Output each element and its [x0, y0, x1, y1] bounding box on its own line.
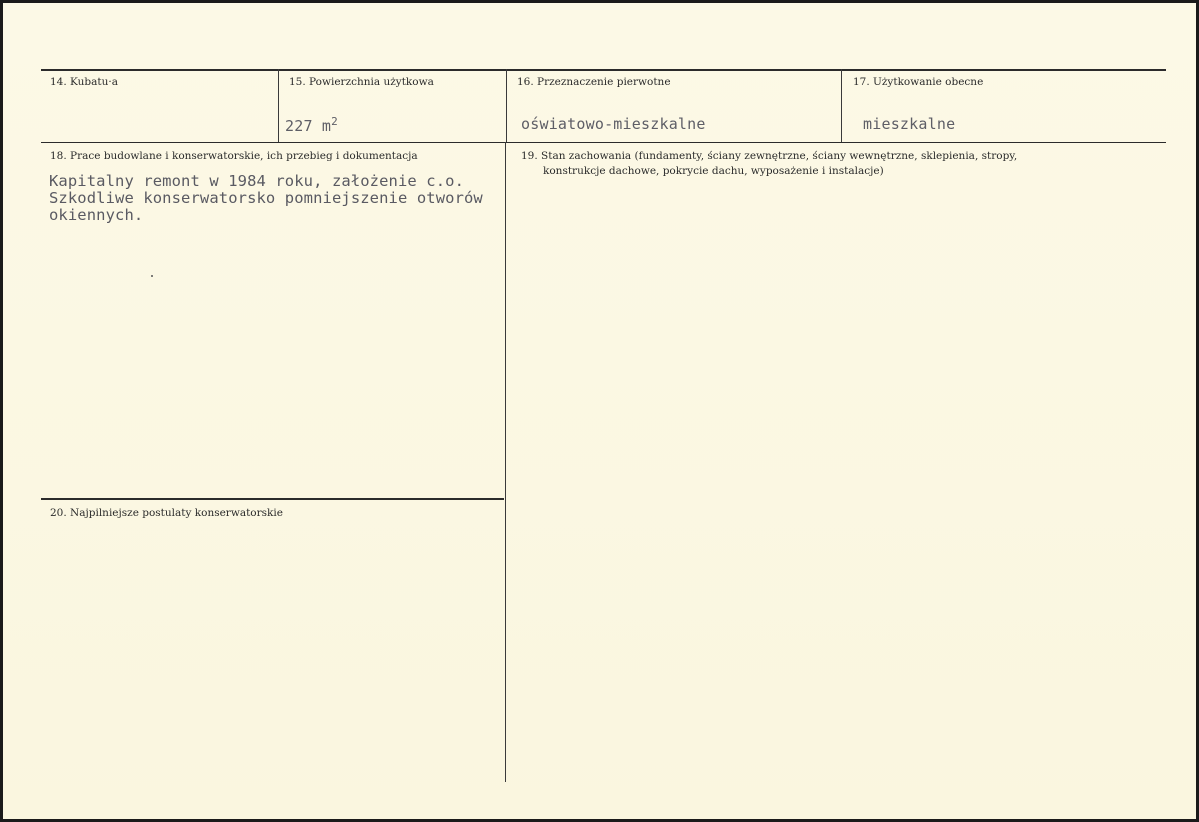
field-16-label: 16. Przeznaczenie pierwotne [517, 76, 671, 88]
field-15-value [285, 115, 338, 135]
row-divider [41, 142, 1166, 143]
field-19-label-line1: 19. Stan zachowania (fundamenty, ściany zewnętrzne, ściany wewnętrzne, sklepienia, stropy, [521, 150, 1018, 162]
field-20-rule [41, 498, 504, 500]
field-15-value-sup: 2 [331, 115, 338, 128]
column-divider-16-17 [841, 69, 842, 142]
field-15-label: 15. Powierzchnia użytkowa [289, 76, 434, 88]
ink-speck [151, 275, 153, 277]
column-divider-14-15 [278, 69, 279, 142]
column-divider-15-16 [506, 69, 507, 142]
field-17-value: mieszkalne [863, 115, 956, 133]
field-15-value-text: 227 m [285, 117, 332, 135]
field-19-label-line2: konstrukcje dachowe, pokrycie dachu, wyposażenie i instalacje) [543, 165, 884, 177]
field-14-label: 14. Kubatu·a [50, 76, 118, 88]
column-divider-main [505, 142, 506, 782]
field-16-value: oświatowo-mieszkalne [521, 115, 706, 133]
top-rule [41, 69, 1166, 71]
field-17-label: 17. Użytkowanie obecne [853, 76, 984, 88]
field-20-label: 20. Najpilniejsze postulaty konserwatorskie [50, 507, 283, 519]
field-18-value: Kapitalny remont w 1984 roku, założenie c.o. Szkodliwe konserwatorsko pomniejszenie otworów okiennych. [49, 172, 483, 224]
field-18-label: 18. Prace budowlane i konserwatorskie, ich przebieg i dokumentacja [50, 150, 418, 162]
